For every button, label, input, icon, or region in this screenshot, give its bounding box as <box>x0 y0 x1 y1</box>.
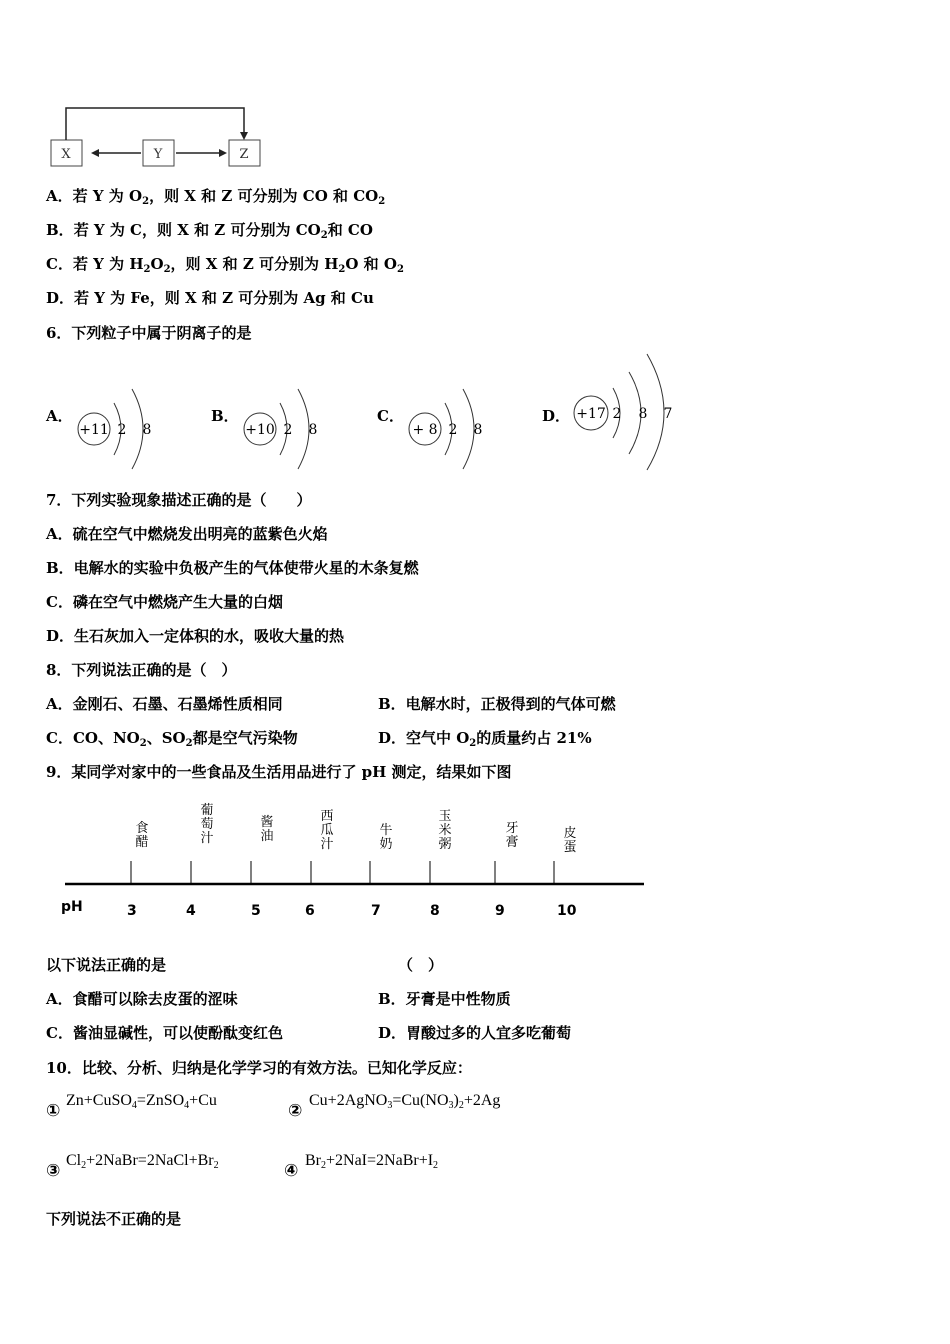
arrow-x-to-z-top <box>66 108 244 140</box>
reaction-4-equation: $Br_2+2NaI=2NaBr+I_2$ <box>305 1152 439 1171</box>
reaction-4-number: ④ <box>284 1161 299 1181</box>
q10-prompt: 下列说法不正确的是 <box>46 1210 182 1228</box>
ph-value-4: 4 <box>186 903 196 919</box>
q8-option-d: D．空气中 $O_2$的质量约占 21% <box>378 729 592 749</box>
q6-atom-d-diagram <box>569 350 679 475</box>
q10-stem: 10．比较、分析、归纳是化学学习的有效方法。已知化学反应： <box>46 1059 472 1077</box>
ph-axis <box>0 855 950 895</box>
q6-option-d-letter: D． <box>542 407 571 425</box>
shell-1-electrons: 2 <box>283 422 293 438</box>
reaction-2-equation: $Cu+2AgNO_3=Cu(NO_3)_2+2Ag$ <box>309 1092 501 1111</box>
shell-1-electrons: 2 <box>448 422 458 438</box>
ph-item-toothpaste: 牙膏 <box>505 821 519 850</box>
q6-atom-a-diagram <box>72 385 162 475</box>
shell-2-electrons: 8 <box>308 422 318 438</box>
q9-option-d: D．胃酸过多的人宜多吃葡萄 <box>378 1024 572 1042</box>
q9-answer-bracket: （ ） <box>398 956 444 974</box>
shell-1-electrons: 2 <box>612 406 622 422</box>
electron-shell-2 <box>298 389 309 469</box>
q5-option-b: B．若 Y 为 C，则 X 和 Z 可分别为 $CO_2$和 CO <box>46 221 373 241</box>
q5-option-d: D．若 Y 为 Fe，则 X 和 Z 可分别为 Ag 和 Cu <box>46 289 374 307</box>
q8-option-a: A．金刚石、石墨、石墨烯性质相同 <box>46 695 283 713</box>
electron-shell-3 <box>647 354 664 470</box>
box-z-label: Z <box>239 147 249 162</box>
ph-value-9: 9 <box>495 903 505 919</box>
reaction-2-number: ② <box>288 1101 303 1121</box>
q6-option-b-letter: B． <box>211 407 239 425</box>
ph-item-milk: 牛奶 <box>379 823 393 852</box>
box-y-label: Y <box>153 147 163 162</box>
nucleus-charge: +10 <box>245 422 275 438</box>
shell-2-electrons: 8 <box>638 406 648 422</box>
electron-shell-2 <box>463 389 474 469</box>
ph-item-soy-sauce: 酱油 <box>260 815 274 844</box>
q8-option-c: C．CO、$NO_2$、$SO_2$都是空气污染物 <box>46 729 298 749</box>
q7-stem: 7．下列实验现象描述正确的是（ ） <box>46 491 312 509</box>
q9-option-b: B．牙膏是中性物质 <box>378 990 511 1008</box>
nucleus-charge: +11 <box>79 422 109 438</box>
xyz-relation-diagram <box>45 100 275 172</box>
arrowhead-into-x <box>91 149 99 157</box>
q5-option-a: A．若 Y 为 $O_2$，则 X 和 Z 可分别为 CO 和 $CO_2$ <box>46 187 386 207</box>
q8-option-b: B．电解水时，正极得到的气体可燃 <box>378 695 616 713</box>
reaction-3-number: ③ <box>46 1161 61 1181</box>
q6-option-c-letter: C． <box>377 407 404 425</box>
ph-item-preserved-egg: 皮蛋 <box>563 826 577 855</box>
box-x-label: X <box>61 147 71 162</box>
q7-option-c: C．磷在空气中燃烧产生大量的白烟 <box>46 593 283 611</box>
q9-stem: 9．某同学对家中的一些食品及生活用品进行了 pH 测定，结果如下图 <box>46 763 512 781</box>
ph-axis-label: pH <box>61 899 83 915</box>
shell-1-electrons: 2 <box>117 422 127 438</box>
ph-value-10: 10 <box>557 903 577 919</box>
ph-item-corn-porridge: 玉米粥 <box>438 809 452 852</box>
nucleus-charge: +17 <box>576 406 606 422</box>
reaction-3-equation: $Cl_2+2NaBr=2NaCl+Br_2$ <box>66 1152 219 1171</box>
q8-stem: 8．下列说法正确的是（ ） <box>46 661 237 679</box>
q5-option-c: C．若 Y 为 $H_2O_2$，则 X 和 Z 可分别为 $H_2O$ 和 $O_2$ <box>46 255 404 275</box>
ph-value-8: 8 <box>430 903 440 919</box>
shell-2-electrons: 8 <box>473 422 483 438</box>
shell-3-electrons: 7 <box>663 406 673 422</box>
q6-option-a-letter: A． <box>46 407 73 425</box>
ph-value-5: 5 <box>251 903 261 919</box>
ph-value-6: 6 <box>305 903 315 919</box>
q9-option-a: A．食醋可以除去皮蛋的涩味 <box>46 990 238 1008</box>
arrowhead-into-z-side <box>219 149 227 157</box>
shell-2-electrons: 8 <box>142 422 152 438</box>
q9-prompt: 以下说法正确的是 <box>46 956 167 974</box>
q7-option-d: D．生石灰加入一定体积的水，吸收大量的热 <box>46 627 345 645</box>
nucleus-charge: + 8 <box>412 422 438 438</box>
reaction-1-equation: Zn+CuSO$_4$=ZnSO$_4$+Cu <box>66 1092 217 1111</box>
ph-item-grape-juice: 葡萄汁 <box>200 803 214 846</box>
q7-option-a: A．硫在空气中燃烧发出明亮的蓝紫色火焰 <box>46 525 328 543</box>
ph-item-vinegar: 食醋 <box>135 821 149 850</box>
ph-item-watermelon-juice: 西瓜汁 <box>320 809 334 852</box>
q7-option-b: B．电解水的实验中负极产生的气体使带火星的木条复燃 <box>46 559 419 577</box>
electron-shell-2 <box>132 389 143 469</box>
q9-option-c: C．酱油显碱性，可以使酚酞变红色 <box>46 1024 283 1042</box>
arrowhead-into-z <box>240 132 248 140</box>
q6-atom-c-diagram <box>403 385 493 475</box>
q6-atom-b-diagram <box>238 385 328 475</box>
q6-stem: 6．下列粒子中属于阴离子的是 <box>46 324 252 342</box>
ph-value-3: 3 <box>127 903 137 919</box>
reaction-1-number: ① <box>46 1101 61 1121</box>
ph-value-7: 7 <box>371 903 381 919</box>
